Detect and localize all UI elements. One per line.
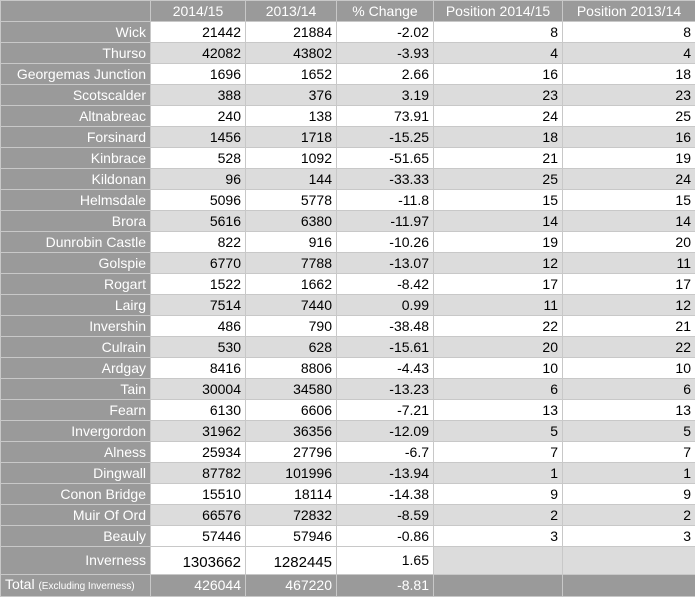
total-2014-15: 426044 [151, 575, 246, 597]
table-row [1, 442, 695, 463]
row-2014-15: 87782 [151, 463, 246, 484]
row-position-2013-14: 14 [563, 211, 695, 232]
table-row [1, 526, 695, 547]
header-corner [1, 1, 151, 22]
row-2014-15: 42082 [151, 43, 246, 64]
total-position-2013-14 [563, 575, 695, 597]
row-percent-change: 1.65 [337, 547, 434, 575]
row-2014-15: 528 [151, 148, 246, 169]
row-station: Dunrobin Castle [1, 232, 151, 253]
row-station: Golspie [1, 253, 151, 274]
row-station: Muir Of Ord [1, 505, 151, 526]
table-row [1, 484, 695, 505]
row-2014-15: 66576 [151, 505, 246, 526]
row-station: Fearn [1, 400, 151, 421]
row-2014-15: 5616 [151, 211, 246, 232]
row-station: Ardgay [1, 358, 151, 379]
row-2013-14: 21884 [246, 22, 337, 43]
row-2014-15: 530 [151, 337, 246, 358]
table-row [1, 232, 695, 253]
row-2014-15: 96 [151, 169, 246, 190]
row-percent-change: -33.33 [337, 169, 434, 190]
row-position-2014-15: 23 [434, 85, 563, 106]
row-station: Invershin [1, 316, 151, 337]
total-label [1, 575, 151, 597]
row-position-2014-15: 21 [434, 148, 563, 169]
row-station: Georgemas Junction [1, 64, 151, 85]
row-position-2014-15: 6 [434, 379, 563, 400]
row-position-2014-15: 2 [434, 505, 563, 526]
row-position-2013-14: 4 [563, 43, 695, 64]
row-2014-15: 8416 [151, 358, 246, 379]
row-station: Conon Bridge [1, 484, 151, 505]
row-position-2013-14: 13 [563, 400, 695, 421]
row-position-2014-15: 14 [434, 211, 563, 232]
row-position-2013-14: 23 [563, 85, 695, 106]
row-percent-change: -8.59 [337, 505, 434, 526]
table-row [1, 253, 695, 274]
row-2013-14: 101996 [246, 463, 337, 484]
row-position-2014-15: 11 [434, 295, 563, 316]
row-position-2013-14: 6 [563, 379, 695, 400]
row-position-2013-14: 2 [563, 505, 695, 526]
row-2014-15: 5096 [151, 190, 246, 211]
total-label-text: Total [5, 576, 35, 592]
row-2013-14: 18114 [246, 484, 337, 505]
row-position-2014-15: 4 [434, 43, 563, 64]
row-2013-14: 72832 [246, 505, 337, 526]
row-percent-change: -13.23 [337, 379, 434, 400]
row-2014-15: 21442 [151, 22, 246, 43]
row-station: Culrain [1, 337, 151, 358]
row-station: Thurso [1, 43, 151, 64]
row-position-2014-15: 19 [434, 232, 563, 253]
table-row [1, 127, 695, 148]
row-2014-15: 1696 [151, 64, 246, 85]
row-percent-change: -7.21 [337, 400, 434, 421]
row-position-2014-15: 17 [434, 274, 563, 295]
row-position-2014-15: 16 [434, 64, 563, 85]
table-row [1, 400, 695, 421]
row-station: Kinbrace [1, 148, 151, 169]
row-position-2013-14 [563, 547, 695, 575]
row-2014-15: 1456 [151, 127, 246, 148]
row-position-2014-15 [434, 547, 563, 575]
row-2014-15: 240 [151, 106, 246, 127]
row-position-2013-14: 21 [563, 316, 695, 337]
row-2013-14: 376 [246, 85, 337, 106]
row-position-2014-15: 12 [434, 253, 563, 274]
row-position-2014-15: 1 [434, 463, 563, 484]
row-percent-change: -51.65 [337, 148, 434, 169]
row-2013-14: 27796 [246, 442, 337, 463]
row-station: Invergordon [1, 421, 151, 442]
row-2014-15: 6130 [151, 400, 246, 421]
row-2014-15: 15510 [151, 484, 246, 505]
row-position-2014-15: 10 [434, 358, 563, 379]
row-position-2014-15: 25 [434, 169, 563, 190]
row-station: Dingwall [1, 463, 151, 484]
total-row [1, 575, 695, 597]
row-position-2014-15: 3 [434, 526, 563, 547]
row-2013-14: 916 [246, 232, 337, 253]
row-2014-15: 7514 [151, 295, 246, 316]
total-position-2014-15 [434, 575, 563, 597]
row-position-2013-14: 5 [563, 421, 695, 442]
table-row [1, 295, 695, 316]
row-percent-change: -8.42 [337, 274, 434, 295]
row-position-2014-15: 5 [434, 421, 563, 442]
header-position-2013-14: Position 2013/14 [563, 1, 695, 22]
header-position-2014-15: Position 2014/15 [434, 1, 563, 22]
row-position-2013-14: 16 [563, 127, 695, 148]
row-position-2013-14: 1 [563, 463, 695, 484]
row-position-2013-14: 19 [563, 148, 695, 169]
row-station: Altnabreac [1, 106, 151, 127]
row-station: Beauly [1, 526, 151, 547]
header-percent-change: % Change [337, 1, 434, 22]
row-position-2014-15: 22 [434, 316, 563, 337]
table-row [1, 43, 695, 64]
row-2014-15: 25934 [151, 442, 246, 463]
row-position-2013-14: 15 [563, 190, 695, 211]
table-row [1, 211, 695, 232]
row-position-2014-15: 24 [434, 106, 563, 127]
table-row [1, 106, 695, 127]
row-position-2013-14: 8 [563, 22, 695, 43]
row-2013-14: 5778 [246, 190, 337, 211]
row-2013-14: 144 [246, 169, 337, 190]
row-position-2013-14: 11 [563, 253, 695, 274]
row-position-2013-14: 24 [563, 169, 695, 190]
inverness-row [1, 547, 695, 575]
row-station: Scotscalder [1, 85, 151, 106]
table-row [1, 190, 695, 211]
row-percent-change: -6.7 [337, 442, 434, 463]
row-position-2013-14: 17 [563, 274, 695, 295]
row-2013-14: 7440 [246, 295, 337, 316]
row-station: Wick [1, 22, 151, 43]
row-2014-15: 57446 [151, 526, 246, 547]
row-percent-change: -12.09 [337, 421, 434, 442]
row-2013-14: 34580 [246, 379, 337, 400]
row-position-2013-14: 7 [563, 442, 695, 463]
table-row [1, 421, 695, 442]
row-2013-14: 1282445 [246, 547, 337, 575]
row-2014-15: 1303662 [151, 547, 246, 575]
header-row [1, 1, 695, 22]
row-position-2014-15: 7 [434, 442, 563, 463]
table-row [1, 64, 695, 85]
table-row [1, 148, 695, 169]
row-2013-14: 43802 [246, 43, 337, 64]
row-percent-change: -14.38 [337, 484, 434, 505]
row-position-2013-14: 12 [563, 295, 695, 316]
row-position-2014-15: 13 [434, 400, 563, 421]
row-station: Forsinard [1, 127, 151, 148]
row-2014-15: 31962 [151, 421, 246, 442]
row-2014-15: 1522 [151, 274, 246, 295]
row-percent-change: -11.97 [337, 211, 434, 232]
row-position-2013-14: 20 [563, 232, 695, 253]
row-position-2014-15: 18 [434, 127, 563, 148]
table-row [1, 274, 695, 295]
row-2013-14: 57946 [246, 526, 337, 547]
row-2013-14: 36356 [246, 421, 337, 442]
row-percent-change: -11.8 [337, 190, 434, 211]
row-position-2014-15: 9 [434, 484, 563, 505]
total-2013-14: 467220 [246, 575, 337, 597]
total-percent-change: -8.81 [337, 575, 434, 597]
row-station: Inverness [1, 547, 151, 575]
table-row [1, 316, 695, 337]
row-2013-14: 790 [246, 316, 337, 337]
row-percent-change: 3.19 [337, 85, 434, 106]
row-2013-14: 1662 [246, 274, 337, 295]
row-2013-14: 6606 [246, 400, 337, 421]
row-percent-change: 2.66 [337, 64, 434, 85]
row-percent-change: -2.02 [337, 22, 434, 43]
row-2014-15: 486 [151, 316, 246, 337]
table-row [1, 85, 695, 106]
row-percent-change: -10.26 [337, 232, 434, 253]
row-2013-14: 6380 [246, 211, 337, 232]
row-2013-14: 1092 [246, 148, 337, 169]
row-2013-14: 1652 [246, 64, 337, 85]
row-station: Brora [1, 211, 151, 232]
total-note: (Excluding Inverness) [38, 581, 134, 592]
row-position-2013-14: 9 [563, 484, 695, 505]
table-row [1, 358, 695, 379]
row-percent-change: -38.48 [337, 316, 434, 337]
row-position-2013-14: 18 [563, 64, 695, 85]
row-2013-14: 138 [246, 106, 337, 127]
table-row [1, 169, 695, 190]
row-position-2014-15: 8 [434, 22, 563, 43]
table-row [1, 505, 695, 526]
row-position-2014-15: 15 [434, 190, 563, 211]
row-position-2014-15: 20 [434, 337, 563, 358]
row-2013-14: 1718 [246, 127, 337, 148]
row-percent-change: 0.99 [337, 295, 434, 316]
row-position-2013-14: 25 [563, 106, 695, 127]
row-2014-15: 822 [151, 232, 246, 253]
row-2013-14: 628 [246, 337, 337, 358]
row-station: Alness [1, 442, 151, 463]
row-position-2013-14: 10 [563, 358, 695, 379]
row-station: Rogart [1, 274, 151, 295]
row-percent-change: -13.07 [337, 253, 434, 274]
row-percent-change: -4.43 [337, 358, 434, 379]
table-row [1, 463, 695, 484]
row-station: Lairg [1, 295, 151, 316]
row-position-2013-14: 3 [563, 526, 695, 547]
table-row [1, 337, 695, 358]
row-2013-14: 8806 [246, 358, 337, 379]
row-percent-change: -3.93 [337, 43, 434, 64]
row-2014-15: 30004 [151, 379, 246, 400]
table-row [1, 22, 695, 43]
row-2014-15: 388 [151, 85, 246, 106]
row-percent-change: -15.25 [337, 127, 434, 148]
row-percent-change: 73.91 [337, 106, 434, 127]
row-station: Kildonan [1, 169, 151, 190]
row-2014-15: 6770 [151, 253, 246, 274]
row-station: Helmsdale [1, 190, 151, 211]
table-body [1, 22, 695, 547]
row-2013-14: 7788 [246, 253, 337, 274]
row-percent-change: -15.61 [337, 337, 434, 358]
row-percent-change: -13.94 [337, 463, 434, 484]
header-2013-14: 2013/14 [246, 1, 337, 22]
table-row [1, 379, 695, 400]
header-2014-15: 2014/15 [151, 1, 246, 22]
row-percent-change: -0.86 [337, 526, 434, 547]
row-station: Tain [1, 379, 151, 400]
row-position-2013-14: 22 [563, 337, 695, 358]
